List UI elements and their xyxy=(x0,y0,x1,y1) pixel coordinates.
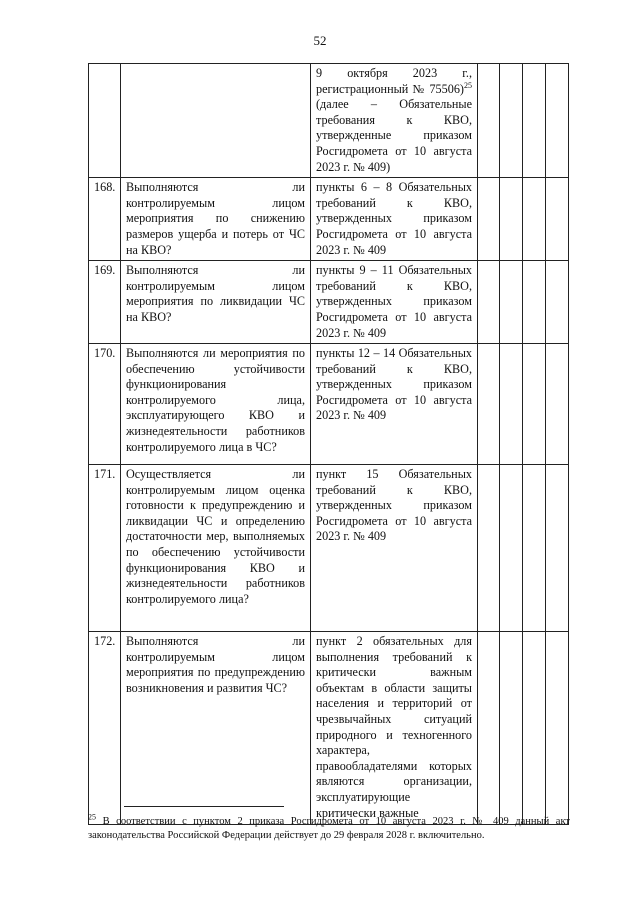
answer-cell xyxy=(523,344,546,465)
footnote-text: В соответствии с пунктом 2 приказа Росгидромета от 10 августа 2023 г. № 409 данный акт законодательства Российской Федерации действует до 29 февраля 2028 г. включительно. xyxy=(88,816,570,841)
answer-cell xyxy=(546,465,569,632)
footnote-divider xyxy=(124,806,284,807)
answer-cell xyxy=(546,632,569,825)
answer-cell xyxy=(523,64,546,178)
requirement-question: Выполняются ли контролируемым лицом мероприятия по ликвидации ЧС на КВО? xyxy=(121,261,311,344)
row-number: 171. xyxy=(89,465,121,632)
table-row xyxy=(89,64,569,178)
answer-cell xyxy=(546,64,569,178)
requirement-reference: пункт 2 обязательных для выполнения требований к критически важным объектам в области защиты населения и территорий от чрезвычайных ситуаций природного и техногенного характера, правообладателями которых являются организации, эксплуатирующие критически важные xyxy=(311,632,478,825)
answer-cell xyxy=(500,261,523,344)
requirement-reference: 9 октября 2023 г., регистрационный № 75506)$^{25}$ (далее – Обязательные требования к КВО, утвержденные приказом Росгидромета от 10 августа 2023 г. № 409) xyxy=(311,64,478,178)
row-number: 172. xyxy=(89,632,121,825)
requirement-question xyxy=(121,64,311,178)
answer-cell xyxy=(478,465,500,632)
requirement-reference: пункты 6 – 8 Обязательных требований к КВО, утвержденных приказом Росгидромета от 10 августа 2023 г. № 409 xyxy=(311,178,478,261)
requirement-question: Выполняются ли контролируемым лицом мероприятия по предупреждению возникновения и развития ЧС? xyxy=(121,632,311,825)
table-row xyxy=(89,344,569,465)
requirement-reference: пункты 12 – 14 Обязательных требований к КВО, утвержденных приказом Росгидромета от 10 августа 2023 г. № 409 xyxy=(311,344,478,465)
answer-cell xyxy=(546,261,569,344)
table-row xyxy=(89,261,569,344)
answer-cell xyxy=(500,344,523,465)
row-number: 168. xyxy=(89,178,121,261)
answer-cell xyxy=(478,178,500,261)
footnote-ref: 25 xyxy=(464,80,472,90)
requirement-question: Осуществляется ли контролируемым лицом оценка готовности к предупреждению и ликвидации ЧС и определению достаточности мер, выполняемых по обеспечению устойчивости функционирования КВО и жизнедеятельности работников контролируемого лица? xyxy=(121,465,311,632)
footnote xyxy=(88,812,570,843)
page-number: 52 xyxy=(313,33,327,48)
answer-cell xyxy=(478,632,500,825)
answer-cell xyxy=(478,64,500,178)
row-number xyxy=(89,64,121,178)
requirement-question: Выполняются ли мероприятия по обеспечению устойчивости функционирования контролируемого лица, эксплуатирующего КВО и жизнедеятельности работников контролируемого лица в ЧС? xyxy=(121,344,311,465)
answer-cell xyxy=(546,178,569,261)
table-row xyxy=(89,465,569,632)
answer-cell xyxy=(500,64,523,178)
row-number: 169. xyxy=(89,261,121,344)
requirement-reference: пункт 15 Обязательных требований к КВО, утвержденных приказом Росгидромета от 10 августа 2023 г. № 409 xyxy=(311,465,478,632)
table-row xyxy=(89,632,569,825)
table-row xyxy=(89,178,569,261)
answer-cell xyxy=(523,178,546,261)
answer-cell xyxy=(500,178,523,261)
footnote-marker: 25 xyxy=(88,812,96,822)
answer-cell xyxy=(523,465,546,632)
checklist-table xyxy=(88,63,569,825)
answer-cell xyxy=(478,344,500,465)
answer-cell xyxy=(500,632,523,825)
answer-cell xyxy=(546,344,569,465)
answer-cell xyxy=(478,261,500,344)
answer-cell xyxy=(523,261,546,344)
answer-cell xyxy=(500,465,523,632)
row-number: 170. xyxy=(89,344,121,465)
requirement-question: Выполняются ли контролируемым лицом мероприятия по снижению размеров ущерба и потерь от ЧС на КВО? xyxy=(121,178,311,261)
answer-cell xyxy=(523,632,546,825)
requirement-reference: пункты 9 – 11 Обязательных требований к КВО, утвержденных приказом Росгидромета от 10 августа 2023 г. № 409 xyxy=(311,261,478,344)
